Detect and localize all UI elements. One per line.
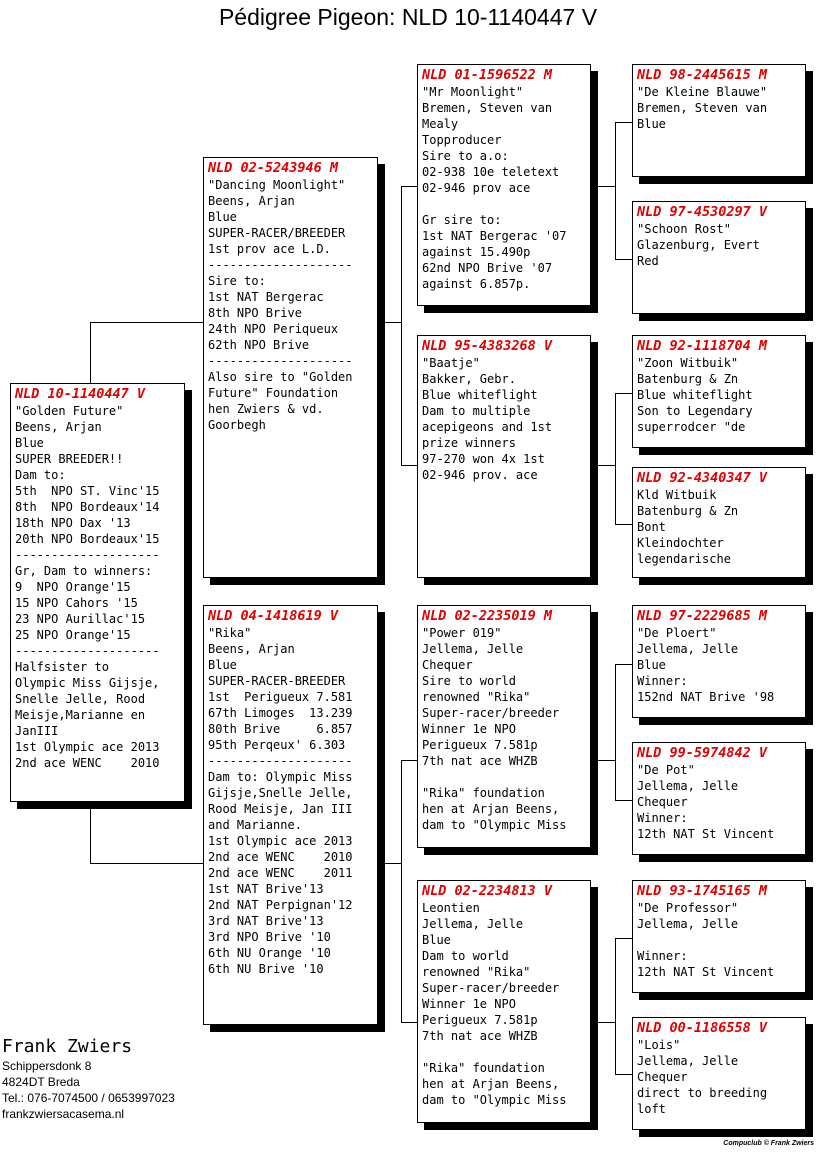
pigeon-card-dam bbox=[203, 605, 378, 1025]
pigeon-info-line: 95th Perqeux' 6.303 bbox=[208, 738, 346, 752]
pigeon-info-line: 5th NPO ST. Vinc'15 bbox=[15, 484, 160, 498]
pigeon-card-dds bbox=[632, 880, 806, 993]
pigeon-info-line: -------------------- bbox=[15, 548, 160, 562]
pigeon-info-line: Sire to a.o: bbox=[422, 149, 509, 163]
pigeon-info-line: Super-racer/breeder bbox=[422, 981, 560, 995]
ring-number: NLD 97-2229685 M bbox=[637, 608, 768, 624]
ring-number: NLD 92-4340347 V bbox=[637, 470, 768, 486]
pigeon-info-line: 24th NPO Periqueux bbox=[208, 322, 339, 336]
pigeon-info-line: Dam to multiple bbox=[422, 404, 531, 418]
connector-line bbox=[590, 186, 616, 187]
pigeon-info-line: "Rika" foundation bbox=[422, 1061, 545, 1075]
connector-line bbox=[90, 863, 204, 864]
pigeon-info-line: "Golden Future" bbox=[15, 404, 124, 418]
pigeon-info-line: Bont bbox=[637, 520, 666, 534]
copyright-note: Compuclub © Frank Zwiers bbox=[723, 1140, 814, 1147]
pigeon-info-line: "De Ploert" bbox=[637, 626, 717, 640]
connector-line bbox=[401, 465, 418, 466]
connector-line bbox=[615, 1074, 632, 1075]
pigeon-info-line: 2nd ace WENC 2010 bbox=[208, 850, 353, 864]
pigeon-info-line: "Zoon Witbuik" bbox=[637, 356, 739, 370]
pigeon-info-line: "De Professor" bbox=[637, 901, 739, 915]
pigeon-info-line: direct to breeding bbox=[637, 1086, 768, 1100]
pigeon-info-line: -------------------- bbox=[15, 644, 160, 658]
pigeon-info-line: Winner: bbox=[637, 674, 688, 688]
pigeon-info-line: Son to Legendary bbox=[637, 404, 753, 418]
pigeon-info-line: Perigueux 7.581p bbox=[422, 738, 538, 752]
connector-line bbox=[615, 938, 632, 939]
pigeon-info-line: -------------------- bbox=[208, 258, 353, 272]
pigeon-info-line: Batenburg & Zn bbox=[637, 372, 739, 386]
pigeon-info-line: 12th NAT St Vincent bbox=[637, 965, 775, 979]
pigeon-info-line: 2nd ace WENC 2010 bbox=[15, 756, 160, 770]
pigeon-info-line: Beens, Arjan bbox=[15, 420, 102, 434]
pigeon-info-line: 8th NPO Brive bbox=[208, 306, 302, 320]
pigeon-card-sire bbox=[203, 157, 378, 578]
pigeon-info-line: Jellema, Jelle bbox=[637, 917, 739, 931]
pigeon-info-line: 80th Brive 6.857 bbox=[208, 722, 353, 736]
connector-line bbox=[615, 664, 632, 665]
connector-line bbox=[401, 186, 402, 466]
pigeon-info-line: against 15.490p bbox=[422, 245, 531, 259]
pigeon-info-line bbox=[637, 932, 801, 948]
pigeon-card-dam-dam bbox=[417, 880, 591, 1123]
pigeon-info-line: SUPER-RACER-BREEDER bbox=[208, 674, 346, 688]
pigeon-info-line: Batenburg & Zn bbox=[637, 504, 739, 518]
pigeon-card-dam-sire bbox=[417, 605, 591, 848]
pigeon-info-line: 97-270 won 4x 1st bbox=[422, 452, 545, 466]
pigeon-card-ddd bbox=[632, 1017, 806, 1130]
ring-number: NLD 92-1118704 M bbox=[637, 338, 768, 354]
connector-line bbox=[615, 393, 616, 525]
pigeon-info-line: Sire to world bbox=[422, 674, 516, 688]
pigeon-info-line: 12th NAT St Vincent bbox=[637, 827, 775, 841]
pigeon-info-line: Snelle Jelle, Rood bbox=[15, 692, 146, 706]
pigeon-info-line: 2nd ace WENC 2011 bbox=[208, 866, 353, 880]
pigeon-info-line: Chequer bbox=[637, 1070, 688, 1084]
pigeon-info-line: Blue bbox=[422, 933, 451, 947]
pigeon-info-line: Bakker, Gebr. bbox=[422, 372, 516, 386]
pigeon-info-line: Topproducer bbox=[422, 133, 502, 147]
pigeon-info-line: "Dancing Moonlight" bbox=[208, 178, 346, 192]
pigeon-info-line: Red bbox=[637, 254, 659, 268]
pigeon-info-line: JanIII bbox=[15, 724, 59, 738]
connector-line bbox=[377, 863, 402, 864]
pigeon-info-line: "De Kleine Blauwe" bbox=[637, 85, 768, 99]
ring-number: NLD 98-2445615 M bbox=[637, 67, 768, 83]
pigeon-info-line: Olympic Miss Gijsje, bbox=[15, 676, 160, 690]
connector-line bbox=[590, 1022, 616, 1023]
ring-number: NLD 02-5243946 M bbox=[208, 160, 339, 176]
pigeon-info-line: "Baatje" bbox=[422, 356, 480, 370]
pigeon-info-line: 3rd NAT Brive'13 bbox=[208, 914, 324, 928]
pigeon-card-sire-dam bbox=[417, 335, 591, 578]
pigeon-info-line: Blue bbox=[208, 658, 237, 672]
pigeon-info-line: Jellema, Jelle bbox=[422, 642, 524, 656]
connector-line bbox=[615, 259, 632, 260]
pigeon-info-line: prize winners bbox=[422, 436, 516, 450]
pigeon-info-line: acepigeons and 1st bbox=[422, 420, 553, 434]
pigeon-info-line: loft bbox=[637, 1102, 666, 1116]
pigeon-info-line: Blue whiteflight bbox=[422, 388, 538, 402]
pigeon-info-line: 3rd NPO Brive '10 bbox=[208, 930, 331, 944]
pigeon-info-line: 20th NPO Bordeaux'15 bbox=[15, 532, 160, 546]
connector-line bbox=[615, 122, 632, 123]
pigeon-info-line: 1st Perigueux 7.581 bbox=[208, 690, 353, 704]
ring-number: NLD 01-1596522 M bbox=[422, 67, 553, 83]
pigeon-info-line: "Schoon Rost" bbox=[637, 222, 731, 236]
pigeon-info-line: 62th NPO Brive bbox=[208, 338, 310, 352]
pigeon-info-line: Blue bbox=[208, 210, 237, 224]
pigeon-info-line: Leontien bbox=[422, 901, 480, 915]
pigeon-info-line: and Marianne. bbox=[208, 818, 302, 832]
connector-line bbox=[590, 465, 616, 466]
ring-number: NLD 00-1186558 V bbox=[637, 1020, 768, 1036]
pigeon-info-line: Mealy bbox=[422, 117, 459, 131]
pigeon-card-dsd bbox=[632, 742, 806, 855]
pigeon-info-line: superrodcer "de bbox=[637, 420, 746, 434]
pigeon-info-line: 1st NAT Bergerac '07 bbox=[422, 229, 567, 243]
pigeon-info-line: Dam to world bbox=[422, 949, 509, 963]
pigeon-info-line: 02-946 prov ace bbox=[422, 181, 531, 195]
connector-line bbox=[590, 760, 616, 761]
pigeon-info-line: SUPER BREEDER!! bbox=[15, 452, 124, 466]
pigeon-info-line: "Rika" bbox=[208, 626, 252, 640]
pigeon-info-line: 67th Limoges 13.239 bbox=[208, 706, 353, 720]
pigeon-info-line: "Lois" bbox=[637, 1038, 681, 1052]
pigeon-info-line: Rood Meisje, Jan III bbox=[208, 802, 353, 816]
pigeon-info-line: Beens, Arjan bbox=[208, 642, 295, 656]
ring-number: NLD 93-1745165 M bbox=[637, 883, 768, 899]
ring-number: NLD 99-5974842 V bbox=[637, 745, 768, 761]
pigeon-info-line: 2nd NAT Perpignan'12 bbox=[208, 898, 353, 912]
pigeon-info-line: Blue whiteflight bbox=[637, 388, 753, 402]
connector-line bbox=[615, 800, 632, 801]
pigeon-info-line: legendarische bbox=[637, 552, 731, 566]
pigeon-info-line: Winner 1e NPO bbox=[422, 722, 516, 736]
pigeon-card-sss bbox=[632, 64, 806, 177]
pigeon-info-line: hen at Arjan Beens, bbox=[422, 1077, 560, 1091]
connector-line bbox=[90, 322, 204, 323]
pigeon-info-line: Meisje,Marianne en bbox=[15, 708, 146, 722]
pigeon-info-line: 02-946 prov. ace bbox=[422, 468, 538, 482]
pigeon-info-line: 1st prov ace L.D. bbox=[208, 242, 331, 256]
pigeon-info-line: 152nd NAT Brive '98 bbox=[637, 690, 775, 704]
pigeon-info-line: Dam to: bbox=[15, 468, 66, 482]
pigeon-info-line: Glazenburg, Evert bbox=[637, 238, 760, 252]
breeder-phone: Tel.: 076-7074500 / 0653997023 bbox=[2, 1091, 175, 1105]
pigeon-info-line: Winner: bbox=[637, 949, 688, 963]
pigeon-info-line: 1st Olympic ace 2013 bbox=[208, 834, 353, 848]
pigeon-info-line: Perigueux 7.581p bbox=[422, 1013, 538, 1027]
pigeon-info-line: "Power 019" bbox=[422, 626, 502, 640]
pigeon-info-line: -------------------- bbox=[208, 354, 353, 368]
connector-line bbox=[615, 122, 616, 260]
ring-number: NLD 97-4530297 V bbox=[637, 204, 768, 220]
pigeon-info-line bbox=[422, 196, 586, 212]
pigeon-info-line: Blue bbox=[637, 117, 666, 131]
pigeon-info-line: Kleindochter bbox=[637, 536, 724, 550]
connector-line bbox=[401, 760, 418, 761]
connector-line bbox=[615, 938, 616, 1075]
pigeon-info-line: Sire to: bbox=[208, 274, 266, 288]
pigeon-info-line: Winner: bbox=[637, 811, 688, 825]
pigeon-info-line: Also sire to "Golden bbox=[208, 370, 353, 384]
ring-number: NLD 04-1418619 V bbox=[208, 608, 339, 624]
pigeon-info-line: Jellema, Jelle bbox=[422, 917, 524, 931]
pigeon-info-line: Halfsister to bbox=[15, 660, 109, 674]
pigeon-info-line: 7th nat ace WHZB bbox=[422, 1029, 538, 1043]
page-title: Pédigree Pigeon: NLD 10-1140447 V bbox=[218, 4, 598, 30]
pigeon-info-line: Dam to: Olympic Miss bbox=[208, 770, 353, 784]
pigeon-info-line: 23 NPO Aurillac'15 bbox=[15, 612, 146, 626]
pigeon-info-line: 62nd NPO Brive '07 bbox=[422, 261, 553, 275]
ring-number: NLD 95-4383268 V bbox=[422, 338, 553, 354]
pigeon-info-line: Jellema, Jelle bbox=[637, 779, 739, 793]
breeder-contact bbox=[2, 1036, 175, 1122]
connector-line bbox=[401, 1022, 418, 1023]
pigeon-info-line: Chequer bbox=[422, 658, 473, 672]
pigeon-info-line: hen Zwiers & vd. bbox=[208, 402, 324, 416]
pigeon-info-line: "De Pot" bbox=[637, 763, 695, 777]
pigeon-info-line: against 6.857p. bbox=[422, 277, 531, 291]
pigeon-card-sdd bbox=[632, 467, 806, 578]
pigeon-info-line: Winner 1e NPO bbox=[422, 997, 516, 1011]
breeder-city: 4824DT Breda bbox=[2, 1075, 80, 1089]
connector-line bbox=[90, 322, 91, 384]
pigeon-info-line: Gr sire to: bbox=[422, 213, 502, 227]
pigeon-info-line: Beens, Arjan bbox=[208, 194, 295, 208]
pigeon-card-subject bbox=[10, 383, 185, 802]
pigeon-info-line: Super-racer/breeder bbox=[422, 706, 560, 720]
breeder-address: Schippersdonk 8 bbox=[2, 1059, 92, 1073]
pigeon-info-line: Chequer bbox=[637, 795, 688, 809]
pigeon-info-line: "Rika" foundation bbox=[422, 786, 545, 800]
pigeon-info-line: Blue bbox=[15, 436, 44, 450]
pigeon-info-line: 02-938 10e teletext bbox=[422, 165, 560, 179]
pigeon-info-line: 8th NPO Bordeaux'14 bbox=[15, 500, 160, 514]
pigeon-card-sire-sire bbox=[417, 64, 591, 306]
connector-line bbox=[377, 322, 402, 323]
connector-line bbox=[401, 186, 418, 187]
pigeon-info-line: 1st Olympic ace 2013 bbox=[15, 740, 160, 754]
pigeon-info-line: 7th nat ace WHZB bbox=[422, 754, 538, 768]
pigeon-card-sds bbox=[632, 335, 806, 448]
pigeon-info-line: 6th NU Brive '10 bbox=[208, 962, 324, 976]
pigeon-info-line: renowned "Rika" bbox=[422, 965, 531, 979]
pigeon-info-line: renowned "Rika" bbox=[422, 690, 531, 704]
pigeon-info-line: -------------------- bbox=[208, 754, 353, 768]
pigeon-info-line bbox=[422, 769, 586, 785]
pigeon-info-line: 9 NPO Orange'15 bbox=[15, 580, 131, 594]
connector-line bbox=[615, 664, 616, 801]
pigeon-info-line: SUPER-RACER/BREEDER bbox=[208, 226, 346, 240]
pigeon-info-line: Bremen, Steven van bbox=[637, 101, 768, 115]
pigeon-info-line: 1st NAT Bergerac bbox=[208, 290, 324, 304]
pigeon-info-line: Kld Witbuik bbox=[637, 488, 717, 502]
pigeon-info-line: Gr, Dam to winners: bbox=[15, 564, 153, 578]
breeder-name: Frank Zwiers bbox=[2, 1036, 133, 1057]
pigeon-info-line: Bremen, Steven van bbox=[422, 101, 553, 115]
pigeon-card-dss bbox=[632, 605, 806, 718]
pigeon-info-line: Goorbegh bbox=[208, 418, 266, 432]
pigeon-info-line: 6th NU Orange '10 bbox=[208, 946, 331, 960]
pigeon-info-line: hen at Arjan Beens, bbox=[422, 802, 560, 816]
connector-line bbox=[401, 760, 402, 1023]
pigeon-info-line: "Mr Moonlight" bbox=[422, 85, 524, 99]
pigeon-info-line: dam to "Olympic Miss bbox=[422, 818, 567, 832]
pigeon-info-line: Jellema, Jelle bbox=[637, 1054, 739, 1068]
pigeon-card-ssd bbox=[632, 201, 806, 314]
ring-number: NLD 02-2235019 M bbox=[422, 608, 553, 624]
pigeon-info-line bbox=[422, 1044, 586, 1060]
connector-line bbox=[615, 524, 632, 525]
pigeon-info-line: Blue bbox=[637, 658, 666, 672]
pigeon-info-line: Jellema, Jelle bbox=[637, 642, 739, 656]
connector-line bbox=[90, 802, 91, 864]
pigeon-info-line: dam to "Olympic Miss bbox=[422, 1093, 567, 1107]
pigeon-info-line: 25 NPO Orange'15 bbox=[15, 628, 131, 642]
pigeon-info-line: Gijsje,Snelle Jelle, bbox=[208, 786, 353, 800]
ring-number: NLD 10-1140447 V bbox=[15, 386, 146, 402]
pigeon-info-line: 15 NPO Cahors '15 bbox=[15, 596, 138, 610]
breeder-email: frankzwiersacasema.nl bbox=[2, 1107, 125, 1121]
connector-line bbox=[615, 393, 632, 394]
pigeon-info-line: 18th NPO Dax '13 bbox=[15, 516, 131, 530]
pigeon-info-line: Future" Foundation bbox=[208, 386, 339, 400]
pigeon-info-line: 1st NAT Brive'13 bbox=[208, 882, 324, 896]
ring-number: NLD 02-2234813 V bbox=[422, 883, 553, 899]
